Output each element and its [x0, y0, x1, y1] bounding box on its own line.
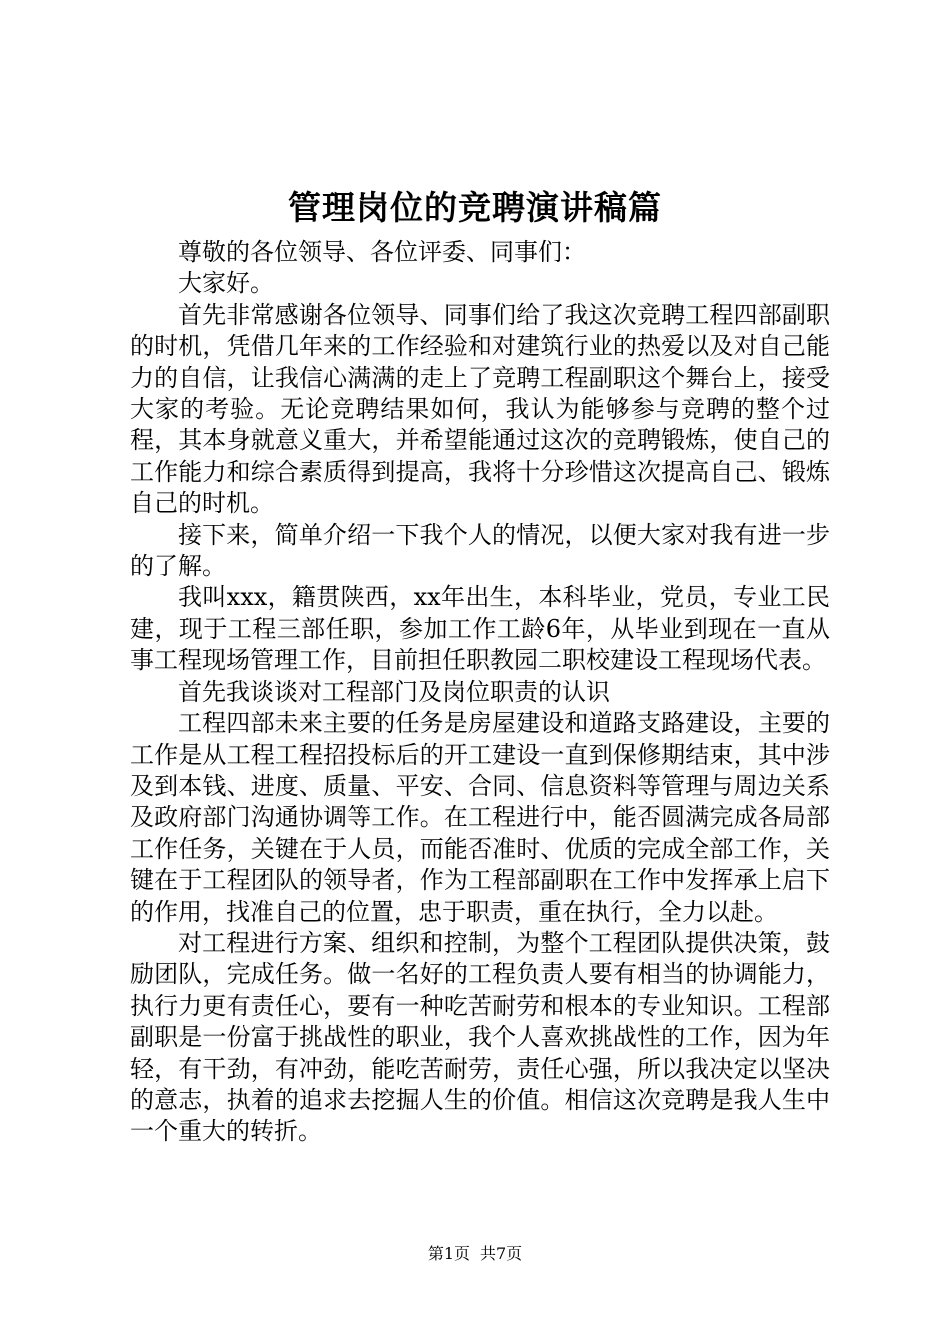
page-total: 共7页 — [480, 1244, 523, 1263]
page-footer — [0, 1243, 950, 1265]
greeting-paragraph: 尊敬的各位领导、各位评委、同事们： — [178, 238, 586, 266]
body-paragraph: 我叫xxx，籍贯陕西，xx年出生，本科毕业，党员，专业工民建，现于工程三部任职，参加工作工龄6年，从毕业到现在一直从事工程现场管理工作，目前担任职教园二职校建设工程现场代表。 — [130, 583, 830, 675]
page-number: 第1页 — [427, 1244, 470, 1263]
document-body — [130, 237, 830, 1148]
page-title: 管理岗位的竞聘演讲稿篇 — [288, 188, 662, 227]
body-paragraph: 工程四部未来主要的任务是房屋建设和道路支路建设，主要的工作是从工程工程招投标后的开工建设一直到保修期结束，其中涉及到本钱、进度、质量、平安、合同、信息资料等管理与周边关系及政府部门沟通协调等工作。在工程进行中，能否圆满完成各局部工作任务，关键在于人员，而能否准时、优质的完成全部工作，关键在于工程团队的领导者，作为工程部副职在工作中发挥承上启下的作用，找准自己的位置，忠于职责，重在执行，全力以赴。 — [130, 709, 830, 926]
body-paragraph: 接下来，简单介绍一下我个人的情况，以便大家对我有进一步的了解。 — [130, 520, 830, 581]
body-paragraph: 首先非常感谢各位领导、同事们给了我这次竞聘工程四部副职的时机，凭借几年来的工作经验和对建筑行业的热爱以及对自己能力的自信，让我信心满满的走上了竞聘工程副职这个舞台上，接受大家的考验。无论竞聘结果如何，我认为能够参与竞聘的整个过程，其本身就意义重大，并希望能通过这次的竞聘锻炼，使自己的工作能力和综合素质得到提高，我将十分珍惜这次提高自己、锻炼自己的时机。 — [130, 300, 830, 518]
salutation-paragraph: 大家好。 — [178, 269, 274, 298]
body-paragraph: 对工程进行方案、组织和控制，为整个工程团队提供决策，鼓励团队，完成任务。做一名好的工程负责人要有相当的协调能力，执行力更有责任心，要有一种吃苦耐劳和根本的专业知识。工程部副职是一份富于挑战性的职业，我个人喜欢挑战性的工作，因为年轻，有干劲，有冲劲，能吃苦耐劳，责任心强，所以我决定以坚决的意志，执着的追求去挖掘人生的价值。相信这次竞聘是我人生中一个重大的转折。 — [130, 928, 830, 1146]
section-heading-paragraph: 首先我谈谈对工程部门及岗位职责的认识 — [178, 677, 610, 706]
